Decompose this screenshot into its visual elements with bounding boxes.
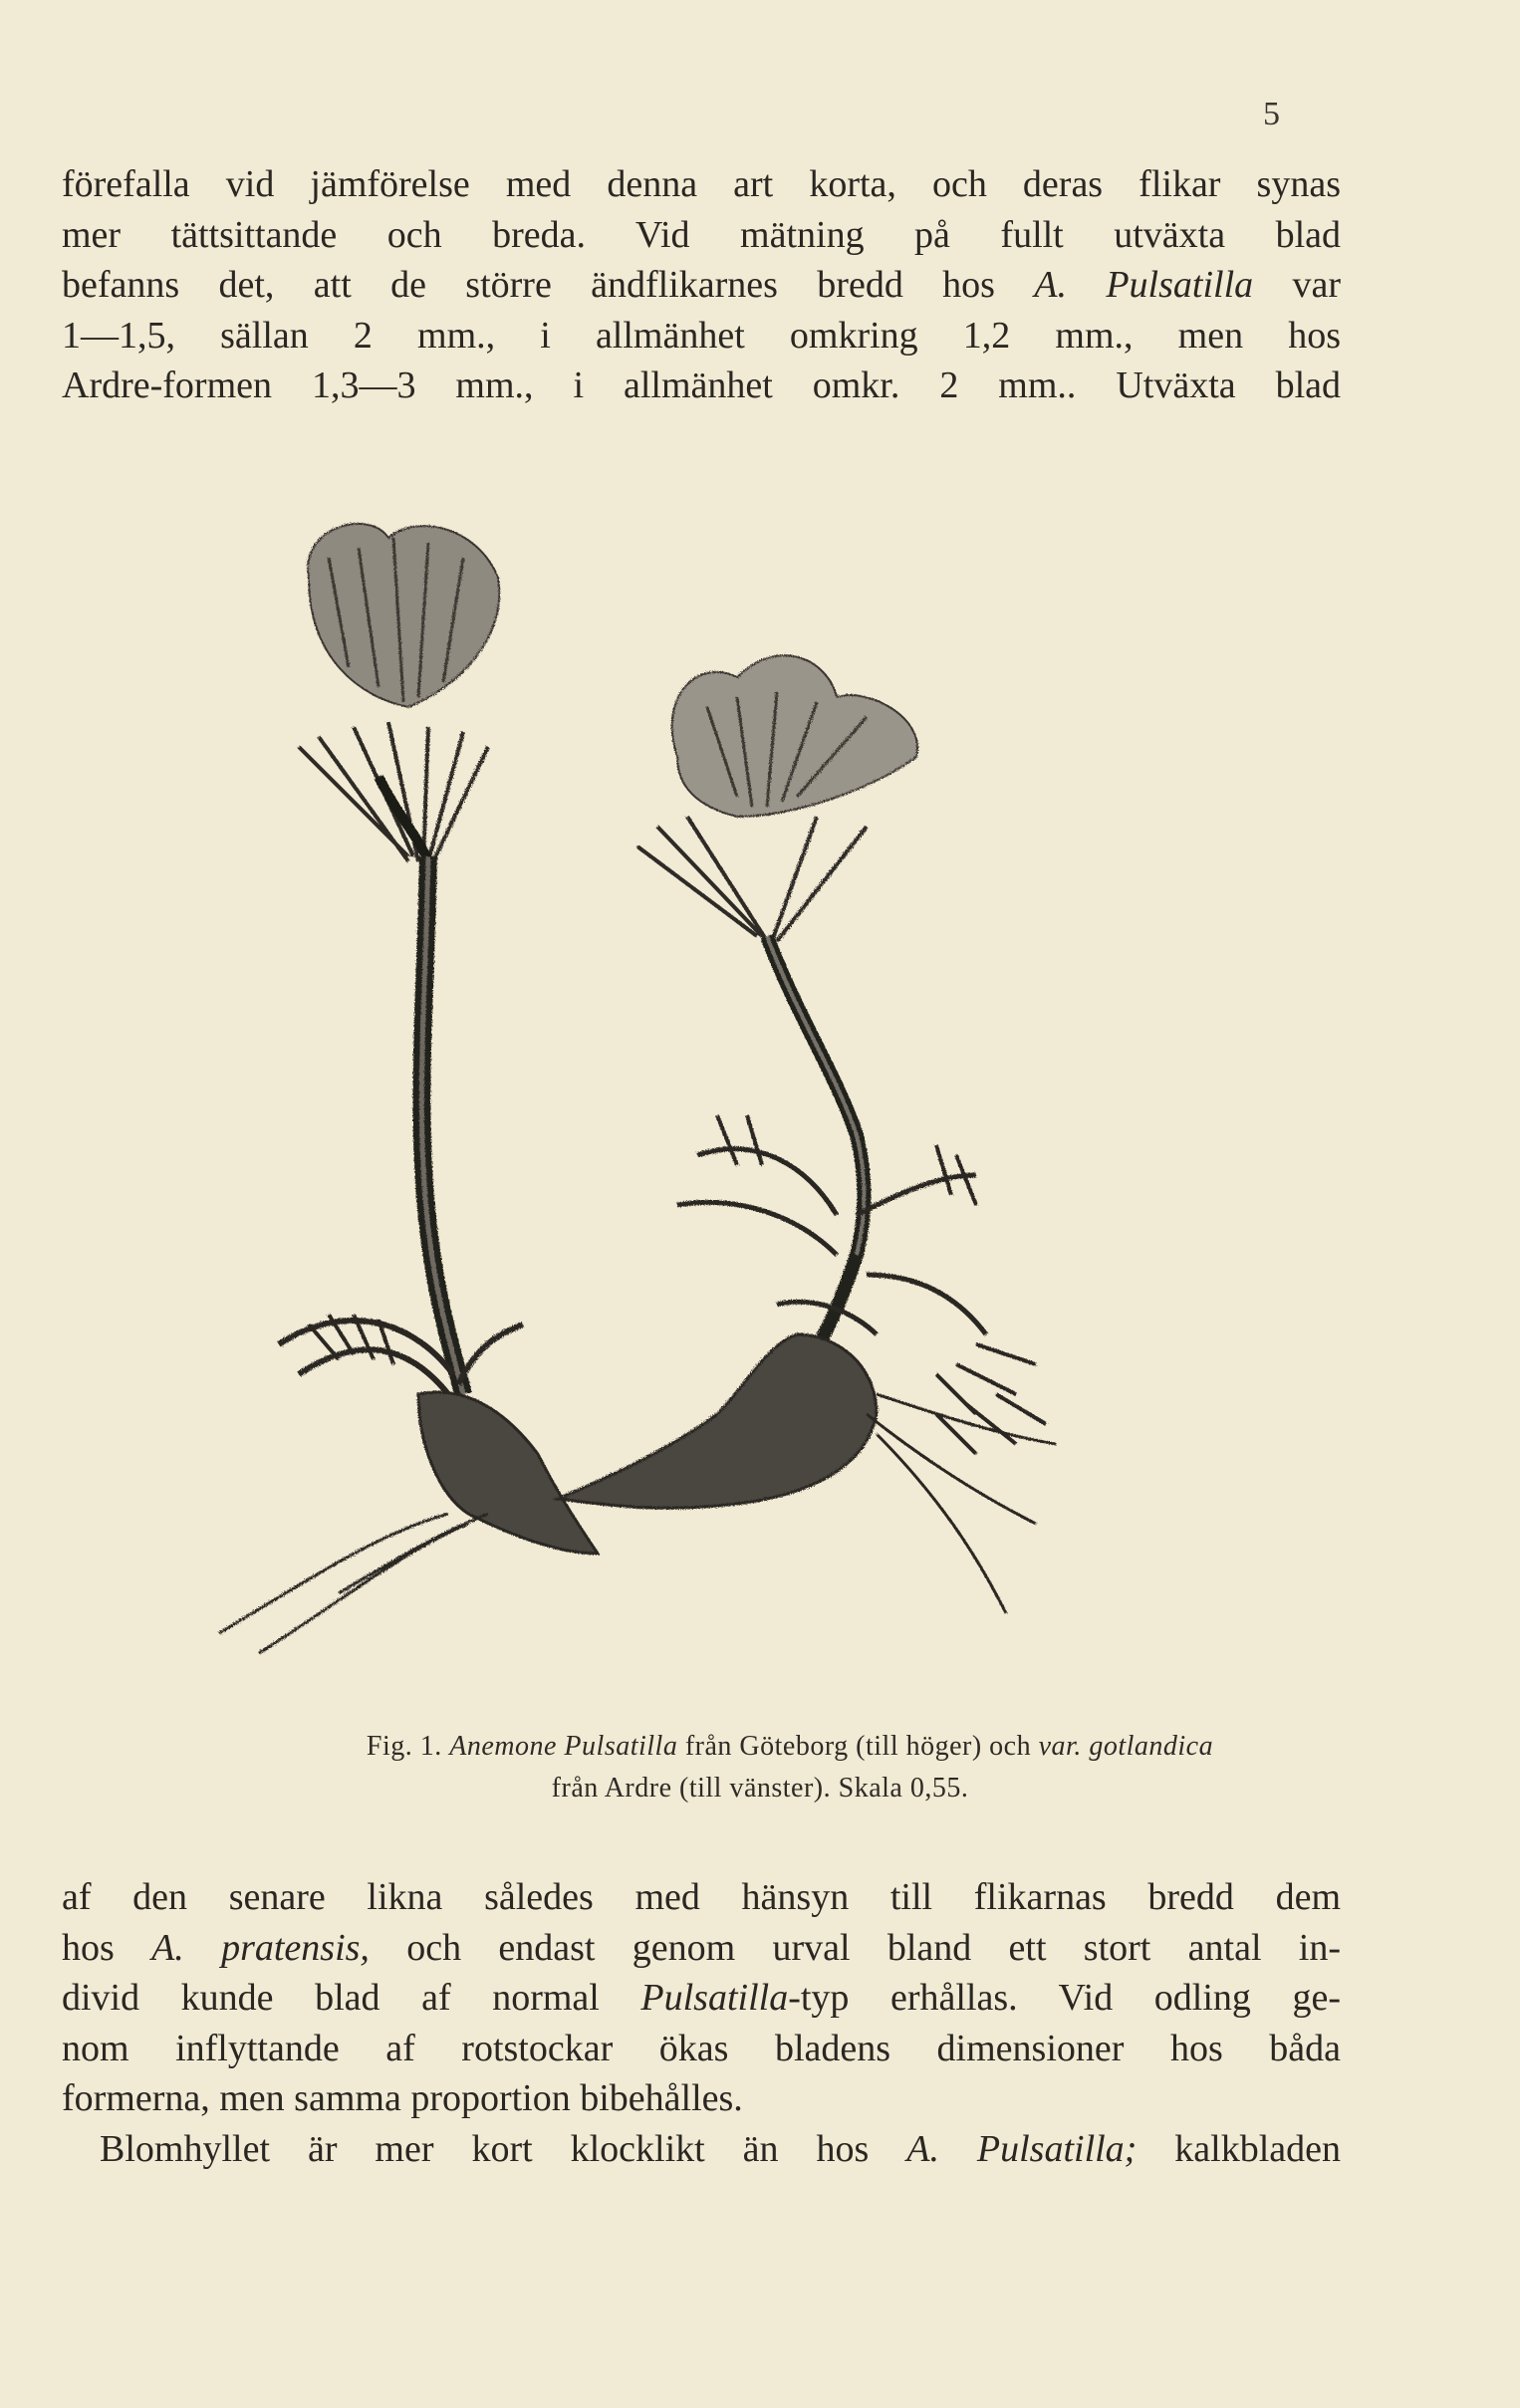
bottom-paragraph xyxy=(62,1872,1341,2174)
text-line: hos A. pratensis, och endast genom urval bland ett stort antal in- xyxy=(62,1926,1342,1969)
right-plant-illustration xyxy=(558,655,1056,1613)
text-line: Blomhyllet är mer kort klocklikt än hos A. Pulsatilla; kalkbladen xyxy=(100,2127,1342,2170)
caption-line: Fig. 1. Anemone Pulsatilla från Göteborg (till höger) och var. gotlandica xyxy=(366,1731,1214,1762)
text-line: formerna, men samma proportion bibehålles. xyxy=(62,2077,743,2119)
page-number: 5 xyxy=(1263,96,1280,132)
left-plant-illustration xyxy=(219,524,598,1653)
text-line: nom inflyttande af rotstockar ökas bladens dimensioner hos båda xyxy=(62,2027,1341,2069)
figure-caption xyxy=(0,1726,1520,1809)
text-line: Ardre-formen 1,3—3 mm., i allmänhet omkr. 2 mm.. Utväxta blad xyxy=(62,364,1341,406)
text-line: förefalla vid jämförelse med denna art korta, och deras flikar synas xyxy=(62,163,1341,205)
caption-line: från Ardre (till vänster). Skala 0,55. xyxy=(551,1773,969,1804)
text-line: 1—1,5, sällan 2 mm., i allmänhet omkring 1,2 mm., men hos xyxy=(62,314,1341,357)
top-paragraph xyxy=(62,159,1341,411)
text-line: befanns det, att de större ändflikarnes bredd hos A. Pulsatilla var xyxy=(62,264,1341,306)
text-line: mer tättsittande och breda. Vid mätning på fullt utväxta blad xyxy=(62,213,1341,256)
plant-figure xyxy=(179,518,1195,1693)
text-line: af den senare likna således med hänsyn till flikarnas bredd dem xyxy=(62,1876,1341,1918)
text-line: divid kunde blad af normal Pulsatilla-typ erhållas. Vid odling ge- xyxy=(62,1977,1342,2019)
